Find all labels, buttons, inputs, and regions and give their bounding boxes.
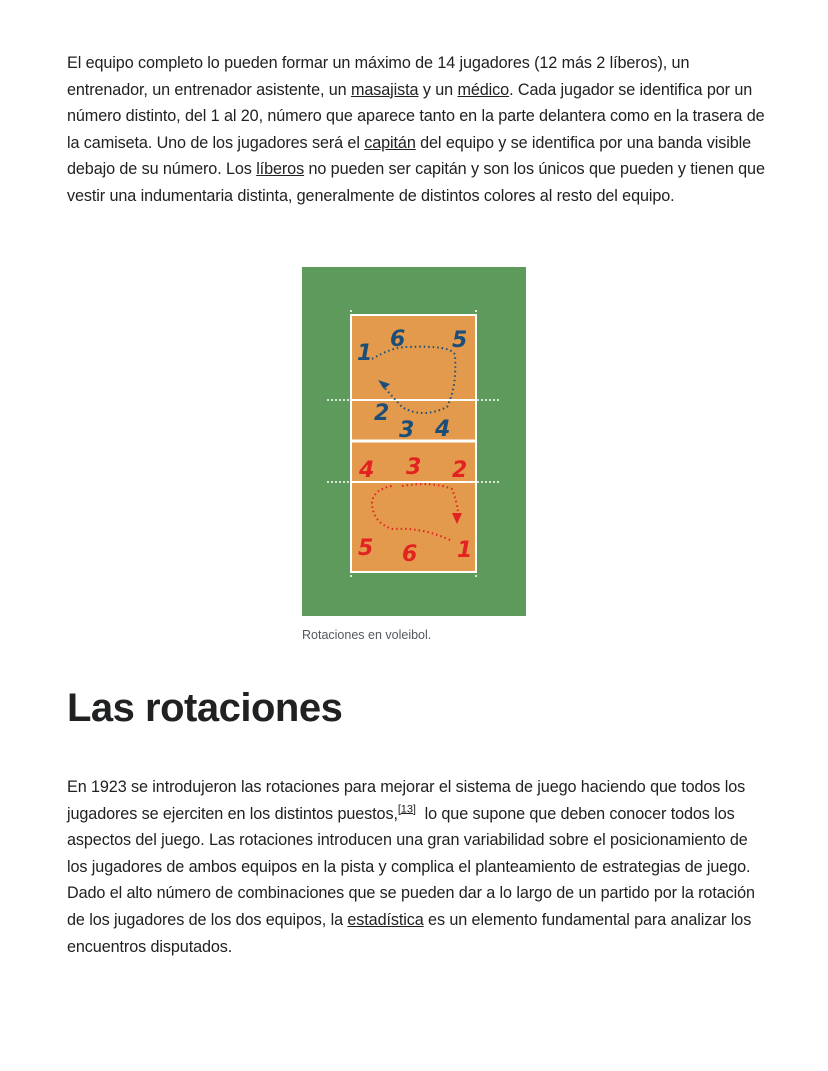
- rotations-paragraph: [67, 774, 767, 960]
- link-medico[interactable]: médico: [457, 80, 510, 99]
- text: El equipo completo lo pueden formar un máximo de 14 jugadores (12 más 2 líberos), un entrenador, un entrenador asistente, un: [67, 54, 690, 99]
- player-number: 3: [406, 455, 422, 480]
- team-composition-paragraph: [67, 50, 767, 210]
- link-masajista[interactable]: masajista: [350, 80, 419, 99]
- player-number: 1: [357, 341, 373, 366]
- section-heading: Las rotaciones: [67, 686, 343, 730]
- volleyball-court-diagram[interactable]: [302, 267, 526, 616]
- player-number: 6: [402, 542, 418, 567]
- link-liberos[interactable]: líberos: [256, 160, 305, 179]
- player-number: 5: [452, 328, 468, 353]
- text: . Cada jugador se identifica por un número distinto, del 1 al 20, número que aparece tanto en la parte delantera como en la trasera de la camiseta. Uno de los jugadores será el: [67, 80, 765, 152]
- text: lo que supone que deben conocer todos los aspectos del juego. Las rotaciones introducen una gran variabilidad sobre el posicionamiento de los jugadores de ambos equipos en la pista y complica el planteamiento de estrategias de juego. Dado el alto número de combinaciones que se pueden dar a lo largo de un partido por la rotación de los jugadores de los dos equipos, la: [67, 804, 760, 929]
- text: En 1923 se introdujeron las rotaciones para mejorar el sistema de juego haciendo que todos los jugadores se ejerciten en los distintos puestos,: [67, 778, 746, 823]
- figure-caption: Rotaciones en voleibol.: [302, 628, 432, 642]
- text: del equipo y se identifica por una banda visible debajo de su número. Los: [67, 133, 752, 179]
- reference-link-13[interactable]: [13]: [397, 803, 416, 816]
- text: es un elemento fundamental para analizar los encuentros disputados.: [67, 910, 752, 956]
- player-number: 2: [374, 401, 390, 426]
- link-estadistica[interactable]: estadística: [347, 910, 424, 929]
- player-number: 4: [359, 458, 375, 483]
- reference: [398, 803, 416, 815]
- text: y un: [418, 80, 458, 99]
- player-number: 5: [358, 536, 374, 561]
- link-capitan[interactable]: capitán: [364, 133, 416, 152]
- player-number: 3: [399, 418, 415, 443]
- player-number: 2: [452, 458, 468, 483]
- player-number: 1: [457, 538, 473, 563]
- rotation-figure: [302, 267, 526, 642]
- text: no pueden ser capitán y son los únicos que pueden y tienen que vestir una indumentaria distinta, generalmente de distintos colores al resto del equipo.: [67, 160, 765, 205]
- player-number: 4: [435, 417, 451, 442]
- player-number: 6: [390, 327, 406, 352]
